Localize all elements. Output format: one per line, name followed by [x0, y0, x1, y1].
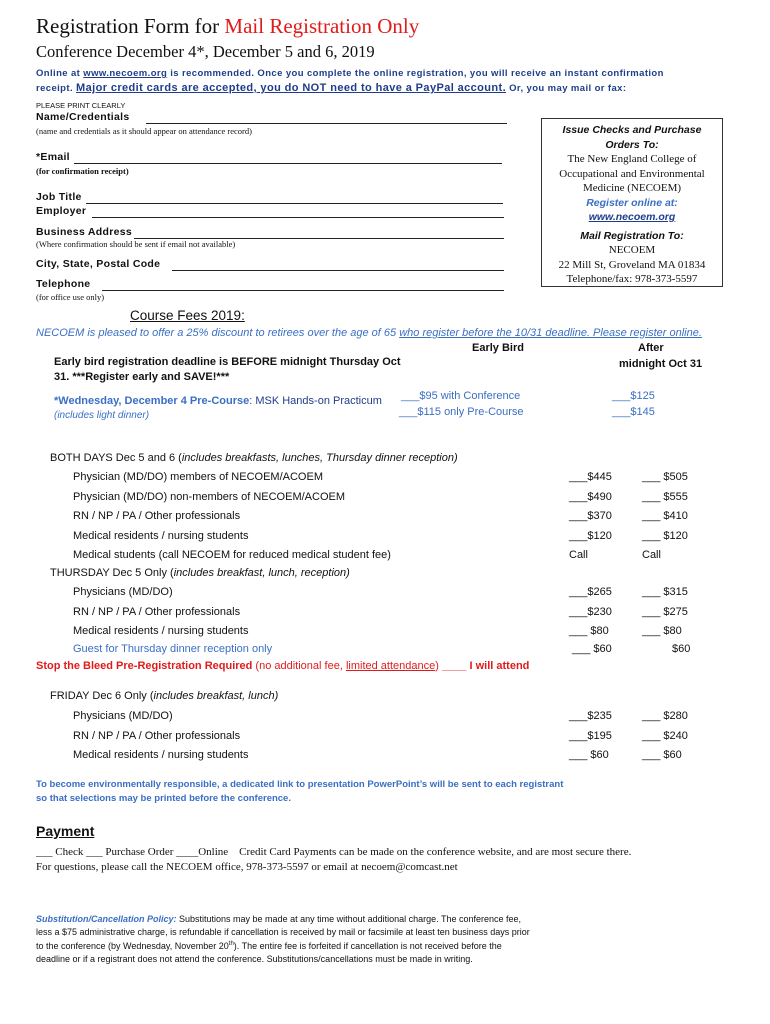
- fee-row-label: Physicians (MD/DO): [73, 710, 173, 722]
- fee-after[interactable]: ___ $275: [642, 605, 688, 618]
- thursday-includes: includes breakfast, lunch, reception): [173, 567, 350, 579]
- mail-registration-label: Mail Registration To:: [580, 229, 684, 242]
- payment-line-1: [36, 846, 631, 858]
- fee-after[interactable]: ___ $60: [642, 749, 682, 761]
- fee-early-bird[interactable]: ___$445: [569, 471, 612, 483]
- bleed-mid: (no additional fee,: [252, 660, 346, 672]
- title-highlight: Mail Registration Only: [224, 14, 420, 38]
- precourse-early-2[interactable]: ___$115 only Pre-Course: [399, 406, 524, 418]
- precourse-row: [54, 395, 382, 407]
- fee-row-label: Physician (MD/DO) non-members of NECOEM/ACOEM: [73, 490, 345, 503]
- bleed-bold: Stop the Bleed Pre-Registration Required: [36, 660, 253, 672]
- org-line-3: Medicine (NECOEM): [582, 182, 682, 194]
- deadline-line-2: 31. ***Register early and SAVE!***: [54, 371, 230, 383]
- friday-includes: includes breakfast, lunch): [153, 690, 279, 702]
- stop-the-bleed: [36, 660, 529, 672]
- org-line-1: The New England College of: [567, 153, 697, 165]
- discount-link[interactable]: who register before the 10/31 deadline. Please register online.: [399, 327, 702, 339]
- online-link[interactable]: www.necoem.org: [83, 68, 168, 79]
- name-input-line[interactable]: [146, 123, 507, 124]
- address-line-3: Telephone/fax: 978-373-5597: [566, 273, 698, 285]
- register-link-wrap: [542, 210, 722, 225]
- please-print: PLEASE PRINT CLEARLY: [36, 101, 126, 110]
- bleed-blank[interactable]: ____: [441, 660, 467, 672]
- email-note: (for confirmation receipt): [36, 166, 129, 176]
- payment-heading: Payment: [36, 823, 95, 839]
- early-bird-header: Early Bird: [472, 342, 524, 354]
- email-label: *Email: [36, 151, 70, 163]
- fee-early-bird[interactable]: ___$235: [569, 710, 612, 722]
- precourse-note: (includes light dinner): [54, 410, 150, 421]
- job-title-label: Job Title: [36, 191, 82, 203]
- after-header-2: midnight Oct 31: [619, 358, 703, 370]
- bleed-post: ): [435, 660, 442, 672]
- fee-row-label: RN / NP / PA / Other professionals: [73, 729, 241, 742]
- mailing-info-box: [541, 118, 723, 287]
- fee-early-bird[interactable]: ___$265: [569, 586, 612, 598]
- fee-after[interactable]: ___ $240: [642, 729, 688, 742]
- environment-note-1: To become environmentally responsible, a dedicated link to presentation PowerPoint’s will be sent to each registrant: [36, 779, 564, 790]
- fee-row-label: RN / NP / PA / Other professionals: [73, 510, 241, 522]
- issue-line-1: Issue Checks and Purchase: [562, 124, 702, 136]
- both-days-text: BOTH DAYS Dec 5 and 6 (: [50, 452, 182, 464]
- policy-line-2: less a $75 administrative charge, is refundable if cancellation is received by mail or facsimile at least ten business days prior: [36, 926, 530, 937]
- bleed-end: I will attend: [466, 660, 530, 672]
- fee-early-bird[interactable]: ___$195: [569, 729, 612, 742]
- address-line-1: NECOEM: [608, 244, 656, 256]
- environment-note-2: so that selections may be printed before the conference.: [36, 793, 291, 804]
- fee-early-bird[interactable]: ___$370: [569, 510, 612, 522]
- discount-text: NECOEM is pleased to offer a 25% discount to retirees over the age of 65: [36, 327, 400, 339]
- issue-line-2: Orders To:: [605, 138, 659, 151]
- phone-note: (for office use only): [36, 292, 105, 302]
- friday-text: FRIDAY Dec 6 Only (: [50, 690, 154, 702]
- conference-dates: Conference December 4*, December 5 and 6, 2019: [36, 42, 375, 61]
- address-label: Business Address: [36, 226, 133, 238]
- precourse-after-1[interactable]: ___$125: [612, 390, 655, 402]
- precourse-after-2[interactable]: ___$145: [612, 406, 655, 418]
- precourse-rest: : MSK Hands-on Practicum: [249, 395, 382, 407]
- online-pre: Online at: [36, 68, 84, 79]
- retiree-discount: [36, 327, 702, 339]
- city-label: City, State, Postal Code: [36, 258, 161, 270]
- address-line-2: 22 Mill St, Groveland MA 01834: [558, 258, 706, 271]
- receipt-pre: receipt.: [36, 83, 77, 94]
- payment-line-2: For questions, please call the NECOEM office, 978-373-5597 or email at necoem@comcast.net: [36, 861, 458, 873]
- fee-early-bird[interactable]: ___$230: [569, 605, 612, 618]
- both-days-heading: [50, 452, 458, 464]
- address-note: (Where confirmation should be sent if email not available): [36, 239, 236, 249]
- policy-line-1: [36, 913, 530, 926]
- employer-label: Employer: [36, 205, 87, 217]
- email-input-line[interactable]: [74, 163, 502, 164]
- fee-row-label: Physicians (MD/DO): [73, 586, 173, 598]
- guest-early[interactable]: ___ $60: [572, 643, 612, 655]
- policy-text-3b: ). The entire fee is forfeited if cancellation is not received before the: [233, 941, 502, 951]
- phone-label: Telephone: [36, 278, 91, 290]
- online-notice: [36, 68, 664, 79]
- fee-after[interactable]: ___ $315: [642, 586, 688, 598]
- bleed-limited: limited attendance: [345, 660, 436, 672]
- guest-after: $60: [672, 643, 691, 655]
- org-line-2: Occupational and Environmental: [559, 167, 705, 180]
- precourse-early-1[interactable]: ___$95 with Conference: [401, 390, 521, 402]
- fee-row-label: RN / NP / PA / Other professionals: [73, 605, 241, 618]
- page-title: [36, 14, 419, 39]
- employer-input-line[interactable]: [92, 217, 504, 218]
- payment-options[interactable]: ___ Check ___ Purchase Order ____Online: [36, 846, 229, 858]
- payment-credit-note: Credit Card Payments can be made on the conference website, and are most secure there.: [239, 846, 632, 858]
- policy-line-3: [36, 938, 530, 953]
- receipt-post: Or, you may mail or fax:: [506, 83, 627, 94]
- online-post: is recommended. Once you complete the online registration, you will receive an instant confirmation: [167, 68, 664, 79]
- major-credit-note: Major credit cards are accepted, you do NOT need to have a PayPal account.: [76, 82, 507, 94]
- fee-row-label: Physician (MD/DO) members of NECOEM/ACOEM: [73, 471, 323, 483]
- guest-label: Guest for Thursday dinner reception only: [73, 643, 273, 655]
- course-fees-heading: Course Fees 2019:: [130, 308, 245, 323]
- friday-heading: [50, 690, 278, 702]
- fee-row-label: Medical residents / nursing students: [73, 529, 249, 542]
- policy-text-3a: to the conference (by Wednesday, November 20: [36, 941, 229, 951]
- fee-early-bird[interactable]: ___ $80: [569, 625, 609, 637]
- city-input-line[interactable]: [172, 270, 504, 271]
- thursday-heading: [50, 567, 350, 579]
- policy-line-4: deadline or if a registrant does not attend the conference. Substitutions/cancellations must be made in writing.: [36, 953, 473, 964]
- fee-after[interactable]: ___ $280: [642, 710, 688, 722]
- policy-sup: th: [228, 941, 234, 947]
- both-days-includes: includes breakfasts, lunches, Thursday dinner reception): [181, 452, 458, 464]
- policy-label: Substitution/Cancellation Policy:: [36, 914, 177, 924]
- fee-after[interactable]: ___ $120: [642, 529, 688, 542]
- fee-early-bird[interactable]: Call: [569, 549, 588, 561]
- fee-row-label: Medical residents / nursing students: [73, 749, 249, 761]
- name-note: (name and credentials as it should appear on attendance record): [36, 126, 252, 136]
- thursday-text: THURSDAY Dec 5 Only (: [50, 567, 174, 579]
- register-link[interactable]: www.necoem.org: [588, 211, 676, 223]
- register-online-label: Register online at:: [586, 196, 678, 209]
- fee-early-bird[interactable]: ___$490: [569, 490, 612, 503]
- receipt-notice: [36, 82, 626, 94]
- phone-input-line[interactable]: [102, 290, 504, 291]
- fee-early-bird[interactable]: ___$120: [569, 529, 612, 542]
- name-label: Name/Credentials: [36, 111, 130, 123]
- fee-after[interactable]: ___ $505: [642, 471, 688, 483]
- fee-after[interactable]: Call: [642, 549, 661, 561]
- fee-row-label: Medical residents / nursing students: [73, 625, 249, 637]
- job-title-input-line[interactable]: [86, 203, 503, 204]
- fee-early-bird[interactable]: ___ $60: [569, 749, 609, 761]
- fee-after[interactable]: ___ $80: [642, 625, 682, 637]
- fee-after[interactable]: ___ $410: [642, 510, 688, 522]
- fee-after[interactable]: ___ $555: [642, 490, 688, 503]
- fee-row-label: Medical students (call NECOEM for reduced medical student fee): [73, 549, 391, 561]
- deadline-line-1: Early bird registration deadline is BEFORE midnight Thursday Oct: [54, 356, 401, 368]
- cancellation-policy: [36, 913, 530, 965]
- after-header-1: After: [638, 342, 664, 354]
- precourse-label: *Wednesday, December 4 Pre-Course: [54, 395, 250, 407]
- policy-text-1: Substitutions may be made at any time without additional charge. The conference fee,: [176, 914, 522, 924]
- title-text: Registration Form for: [36, 14, 225, 38]
